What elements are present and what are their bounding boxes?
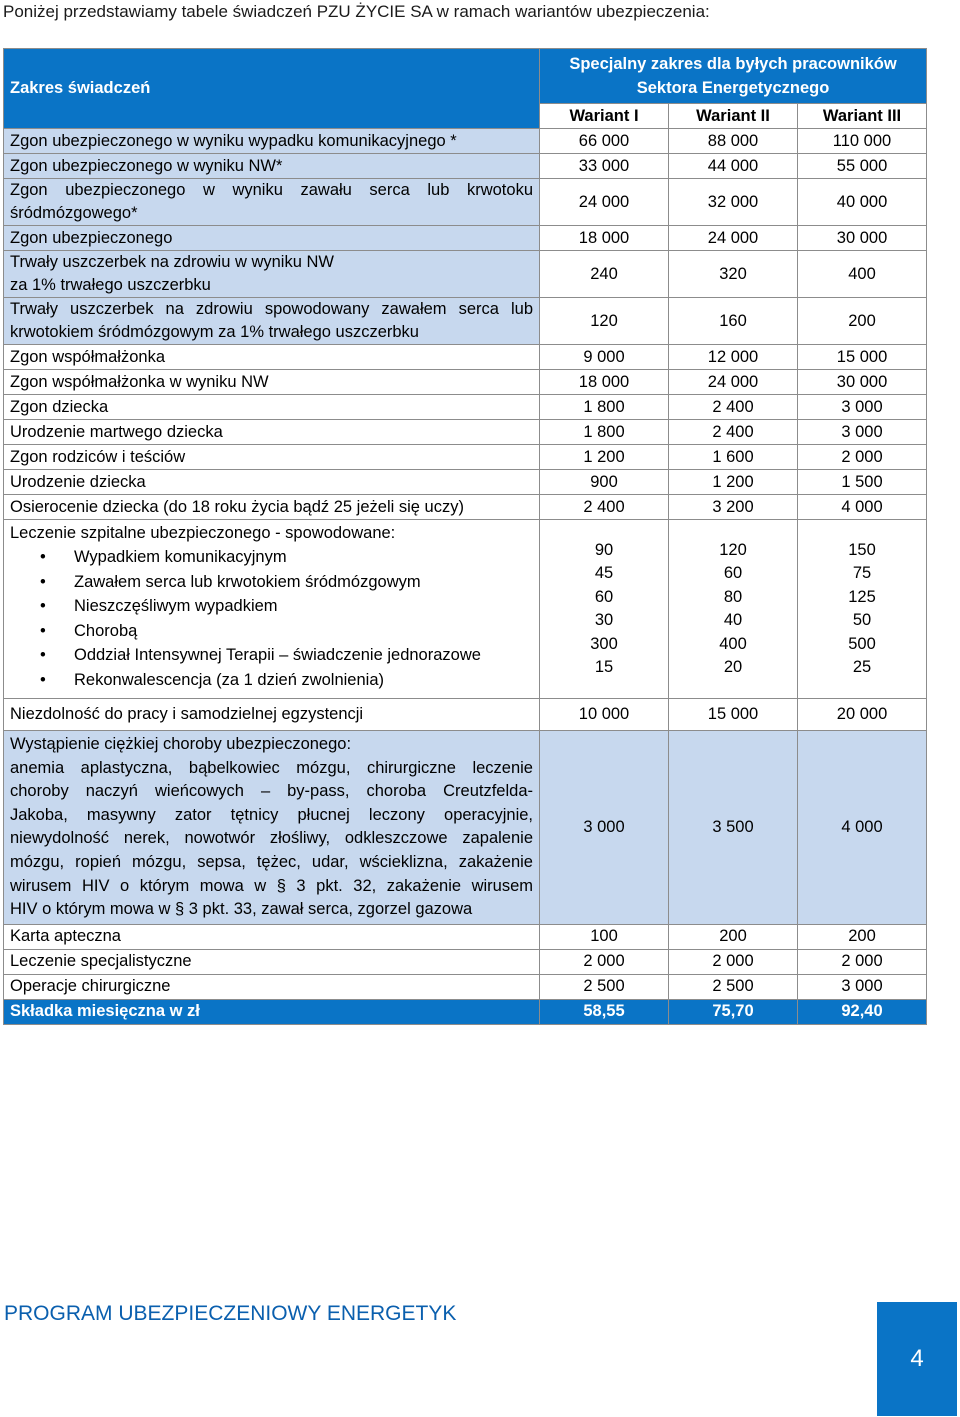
value-cell: 30 000: [798, 370, 927, 395]
row-label: Zgon dziecka: [4, 395, 540, 420]
row-label: [4, 251, 540, 298]
hospital-values-2: 120 60 80 40 400 20: [669, 520, 798, 699]
row-label-line1: Trwały uszczerbek na zdrowiu spowodowany zawałem serca lub: [10, 300, 533, 318]
row-label: Zgon ubezpieczonego: [4, 226, 540, 251]
value-cell: 4 000: [798, 495, 927, 520]
row-label-line2: śródmózgowego*: [10, 204, 138, 222]
value-cell: 9 000: [540, 345, 669, 370]
value-cell: 1 200: [669, 470, 798, 495]
value-cell: 240: [540, 251, 669, 298]
table-row: [4, 470, 927, 495]
value-cell: 18 000: [540, 226, 669, 251]
row-label: Urodzenie martwego dziecka: [4, 420, 540, 445]
hospital-values-3: 150 75 125 50 500 25: [798, 520, 927, 699]
value-cell: 2 400: [669, 395, 798, 420]
row-label-line1: Zgon ubezpieczonego w wyniku zawału serca lub krwotoku: [10, 181, 533, 199]
value-cell: 900: [540, 470, 669, 495]
illness-line: Wystąpienie ciężkiej choroby ubezpieczonego:: [10, 735, 352, 753]
value-cell: 88 000: [669, 129, 798, 154]
value-cell: 1 800: [540, 395, 669, 420]
premium-value: 58,55: [540, 999, 669, 1024]
illness-line: mózgu, ropień mózgu, sepsa, tężec, udar, wścieklizna, zakażenie: [10, 852, 533, 871]
value-cell: 10 000: [540, 699, 669, 731]
value-cell: 2 400: [540, 495, 669, 520]
list-item: • Chorobą: [10, 619, 533, 644]
scope-header: Zakres świadczeń: [4, 49, 540, 129]
value-cell: 2 000: [540, 949, 669, 974]
bullet-icon: •: [40, 621, 46, 640]
list-item: • Wypadkiem komunikacyjnym: [10, 545, 533, 570]
value-cell: 44 000: [669, 154, 798, 179]
value-cell: 110 000: [798, 129, 927, 154]
value-cell: 160: [669, 298, 798, 345]
row-label: Urodzenie dziecka: [4, 470, 540, 495]
row-label: [4, 179, 540, 226]
illness-line: anemia aplastyczna, bąbelkowiec mózgu, chirurgiczne leczenie: [10, 758, 533, 777]
hospital-values-1: 90 45 60 30 300 15: [540, 520, 669, 699]
value-cell: 15 000: [669, 699, 798, 731]
value-cell: 200: [798, 298, 927, 345]
value-cell: 3 000: [540, 731, 669, 925]
table-row: [4, 179, 927, 226]
value-cell: 40 000: [798, 179, 927, 226]
value-cell: 120: [540, 298, 669, 345]
value-cell: 1 800: [540, 420, 669, 445]
table-row: [4, 395, 927, 420]
value-cell: 18 000: [540, 370, 669, 395]
value-cell: 20 000: [798, 699, 927, 731]
row-label: [4, 298, 540, 345]
table-row: [4, 129, 927, 154]
value-cell: 4 000: [798, 731, 927, 925]
value-cell: 66 000: [540, 129, 669, 154]
value-cell: 3 000: [798, 395, 927, 420]
table-row: [4, 445, 927, 470]
list-item: • Zawałem serca lub krwotokiem śródmózgowym: [10, 570, 533, 595]
footer-title: PROGRAM UBEZPIECZENIOWY ENERGETYK: [4, 1302, 457, 1325]
table-row: [4, 226, 927, 251]
hospital-list: [10, 545, 533, 692]
bullet-icon: •: [40, 572, 46, 591]
table-row: [4, 298, 927, 345]
value-cell: 1 200: [540, 445, 669, 470]
illness-line: HIV o którym mowa w § 3 pkt. 33, zawał serca, zgorzel gazowa: [10, 900, 473, 919]
hospital-title: Leczenie szpitalne ubezpieczonego - spowodowane:: [10, 524, 396, 542]
intro-text: Poniżej przedstawiamy tabele świadczeń PZU ŻYCIE SA w ramach wariantów ubezpieczenia:: [3, 2, 710, 21]
variant-header-1: Wariant I: [540, 104, 669, 129]
group-title-header: [540, 49, 927, 104]
row-label: Niezdolność do pracy i samodzielnej egzystencji: [4, 699, 540, 731]
row-label: Zgon ubezpieczonego w wyniku wypadku komunikacyjnego *: [4, 129, 540, 154]
list-item: • Nieszczęśliwym wypadkiem: [10, 594, 533, 619]
benefits-table: [3, 48, 927, 1025]
table-row: [4, 154, 927, 179]
row-label-line2: krwotokiem śródmózgowym za 1% trwałego uszczerbku: [10, 323, 419, 341]
premium-value: 75,70: [669, 999, 798, 1024]
value-cell: 320: [669, 251, 798, 298]
list-item: • Rekonwalescencja (za 1 dzień zwolnienia): [10, 668, 533, 693]
value-cell: 2 000: [798, 949, 927, 974]
value-cell: 200: [798, 924, 927, 949]
value-cell: 2 500: [669, 974, 798, 999]
value-cell: 32 000: [669, 179, 798, 226]
value-cell: 2 000: [798, 445, 927, 470]
value-cell: 12 000: [669, 345, 798, 370]
row-label: Osierocenie dziecka (do 18 roku życia bądź 25 jeżeli się uczy): [4, 495, 540, 520]
row-label: Zgon współmałżonka w wyniku NW: [4, 370, 540, 395]
variant-header-3: Wariant III: [798, 104, 927, 129]
value-cell: 2 000: [669, 949, 798, 974]
table-row: [4, 345, 927, 370]
bullet-icon: •: [40, 548, 46, 566]
value-cell: 3 200: [669, 495, 798, 520]
value-cell: 33 000: [540, 154, 669, 179]
value-cell: 30 000: [798, 226, 927, 251]
row-label-line2: za 1% trwałego uszczerbku: [10, 276, 211, 294]
bullet-icon: •: [40, 597, 46, 615]
table-row: [4, 370, 927, 395]
row-label: Leczenie specjalistyczne: [4, 949, 540, 974]
hospital-label-cell: [4, 520, 540, 699]
value-cell: 200: [669, 924, 798, 949]
value-cell: 24 000: [669, 370, 798, 395]
variant-header-2: Wariant II: [669, 104, 798, 129]
value-cell: 24 000: [669, 226, 798, 251]
row-label: Zgon rodziców i teściów: [4, 445, 540, 470]
premium-row: [4, 999, 927, 1024]
value-cell: 24 000: [540, 179, 669, 226]
premium-label: Składka miesięczna w zł: [4, 999, 540, 1024]
group-title-line2: Sektora Energetycznego: [636, 79, 830, 97]
table-row: [4, 949, 927, 974]
value-cell: 1 500: [798, 470, 927, 495]
premium-value: 92,40: [798, 999, 927, 1024]
value-cell: 15 000: [798, 345, 927, 370]
table-row: [4, 495, 927, 520]
hospital-row: [4, 520, 927, 699]
list-item: • Oddział Intensywnej Terapii – świadczenie jednorazowe: [10, 643, 533, 668]
row-label-line1: Trwały uszczerbek na zdrowiu w wyniku NW: [10, 253, 334, 271]
page-number-box: [877, 1302, 957, 1416]
value-cell: 400: [798, 251, 927, 298]
value-cell: 3 000: [798, 420, 927, 445]
illness-line: choroby naczyń wieńcowych – by-pass, choroba Creutzfelda-: [10, 782, 533, 801]
value-cell: 1 600: [669, 445, 798, 470]
value-cell: 55 000: [798, 154, 927, 179]
table-row: [4, 420, 927, 445]
value-cell: 2 500: [540, 974, 669, 999]
illness-line: Jakoba, masywny zator tętnicy płucnej leczony operacyjnie,: [10, 805, 533, 824]
value-cell: 2 400: [669, 420, 798, 445]
illness-row: [4, 731, 927, 925]
table-row: [4, 924, 927, 949]
bullet-icon: •: [40, 670, 46, 689]
page-number: 4: [910, 1345, 924, 1372]
table-row: [4, 974, 927, 999]
value-cell: 3 500: [669, 731, 798, 925]
table-row: [4, 699, 927, 731]
row-label: Karta apteczna: [4, 924, 540, 949]
illness-line: wirusem HIV o którym mowa w § 3 pkt. 32, zakażenie wirusem: [10, 876, 533, 895]
value-cell: 3 000: [798, 974, 927, 999]
row-label: Zgon współmałżonka: [4, 345, 540, 370]
group-title-line1: Specjalny zakres dla byłych pracowników: [569, 55, 897, 73]
value-cell: 100: [540, 924, 669, 949]
bullet-icon: •: [40, 646, 46, 664]
illness-line: niewydolność nerek, nowotwór złośliwy, odkleszczowe zapalenie: [10, 829, 533, 848]
illness-label-cell: [4, 731, 540, 925]
row-label: Operacje chirurgiczne: [4, 974, 540, 999]
table-row: [4, 251, 927, 298]
row-label: Zgon ubezpieczonego w wyniku NW*: [4, 154, 540, 179]
